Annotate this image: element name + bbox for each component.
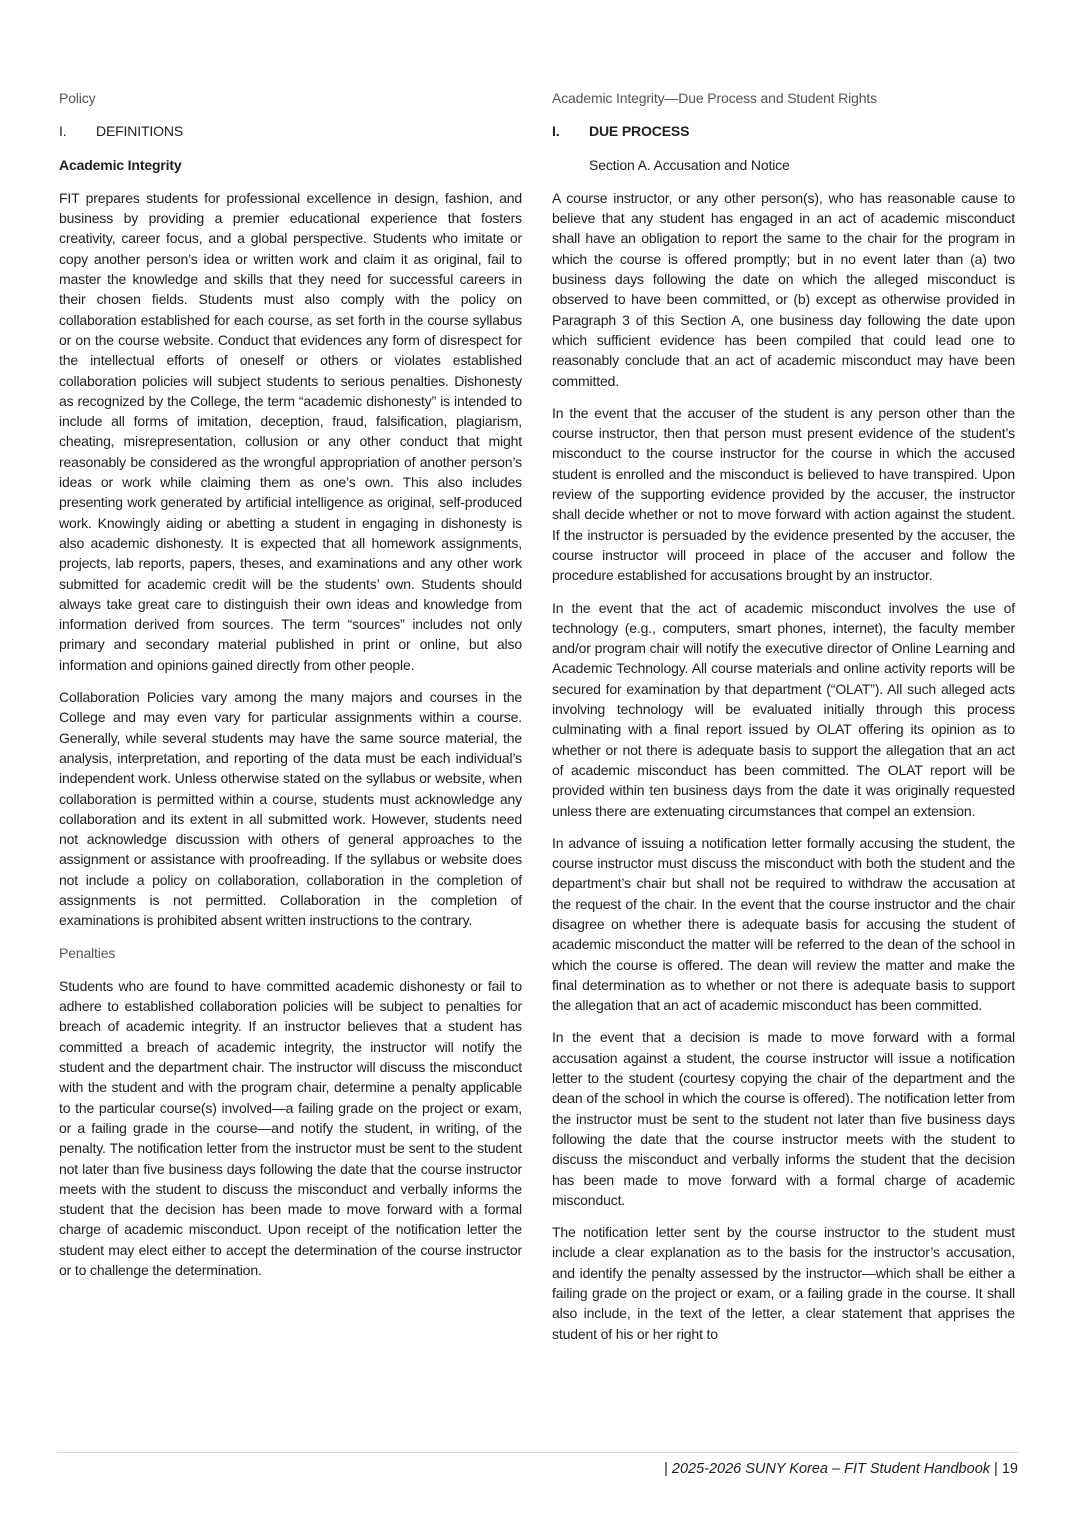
footer-separator-left: |	[664, 1461, 668, 1477]
technology-paragraph: In the event that the act of academic misconduct involves the use of technology (e.g., computers, smart phones, internet), the faculty member and/or program chair will notify the executive director of Online Learning and Academic Technology. All course materials and online activity reports will be secured for examination by that department (“OLAT”). All such alleged acts involving technology will be evaluated initially through this process culminating with a final report issued by OLAT offering its opinion as to whether or not there is adequate basis to support the allegation that an act of academic misconduct has been committed. The OLAT report will be provided within ten business days from the date it was originally requested unless there are extenuating circumstances that compel an extension.	[552, 599, 1015, 819]
definitions-heading	[59, 121, 522, 141]
due-process-number: I.	[552, 123, 560, 140]
formal-accusation-paragraph: In the event that a decision is made to move forward with a formal accusation against a student, the course instructor will issue a notification letter to the student (courtesy copying the chair of the department and the dean of the school in which the course is offered). The notification letter from the instructor must be sent to the student not later than five business days following the date that the course instructor meets with the student to discuss the misconduct and verbally informs the student that the decision has been made to move forward with a formal charge of academic misconduct.	[552, 1029, 1015, 1208]
handbook-title: 2025-2026 SUNY Korea – FIT Student Handbook	[671, 1461, 991, 1477]
page-number: 19	[1001, 1461, 1018, 1477]
academic-integrity-title: Academic Integrity	[59, 156, 182, 173]
definitions-title: DEFINITIONS	[96, 123, 184, 140]
footer-divider	[57, 1452, 1019, 1453]
accuser-paragraph: In the event that the accuser of the student is any person other than the course instructor, then that person must present evidence of the student’s misconduct to the course instructor for the course in which the accused student is enrolled and the misconduct is believed to have transpired. Upon review of the supporting evidence provided by the accuser, the instructor shall decide whether or not to move forward with action against the student. If the instructor is persuaded by the evidence presented by the accuser, the course instructor will proceed in place of the accuser and follow the procedure established for accusations brought by an instructor.	[552, 404, 1015, 584]
footer-separator-right: |	[994, 1461, 998, 1477]
policy-label: Policy	[59, 90, 96, 106]
page-footer	[664, 1461, 1018, 1477]
due-process-title: DUE PROCESS	[589, 123, 690, 140]
penalties-paragraph: Students who are found to have committed academic dishonesty or fail to adhere to established collaboration policies will be subject to penalties for breach of academic integrity. If an instructor believes that a student has committed a breach of academic integrity, the instructor will notify the student and the department chair. The instructor will discuss the misconduct with the student and with the program chair, determine a penalty applicable to the particular course(s) involved—a failing grade on the project or exam, or a failing grade in the course—and notify the student, in writing, of the penalty. The notification letter from the instructor must be sent to the student not later than five business days following the date that the course instructor meets with the student to discuss the misconduct and verbally informs the student that the decision has been made to move forward with a formal charge of academic misconduct. Upon receipt of the notification letter the student may elect either to accept the determination of the course instructor or to challenge the determination.	[59, 977, 522, 1279]
academic-integrity-paragraph: FIT prepares students for professional excellence in design, fashion, and business by providing a premier educational experience that fosters creativity, career focus, and a global perspective. Students who imitate or copy another person’s idea or written work and claim it as original, fail to master the knowledge and skills that they need for successful careers in their chosen fields. Students must also comply with the policy on collaboration established for each course, as set forth in the course syllabus or on the course website. Conduct that evidences any form of disrespect for the intellectual efforts of oneself or others or violates established collaboration policies will subject students to serious penalties. Dishonesty as recognized by the College, the term “academic dishonesty” is intended to include all forms of imitation, deception, fraud, falsification, plagiarism, cheating, misrepresentation, collusion or any other conduct that might reasonably be considered as the wrongful appropriation of another person’s ideas or work while claiming them as one’s own. This also includes presenting work generated by artificial intelligence as original, self-produced work. Knowingly aiding or abetting a student in engaging in dishonesty is also academic dishonesty. It is expected that all homework assignments, projects, lab reports, papers, theses, and examinations and any other work submitted for academic credit will be the students’ own. Students should always take great care to distinguish their own ideas and knowledge from information derived from sources. The term “sources” includes not only primary and secondary material published in print or online, but also information and opinions gained directly from other people.	[59, 189, 522, 673]
left-column	[59, 88, 522, 1292]
chair-discussion-paragraph: In advance of issuing a notification letter formally accusing the student, the course instructor must discuss the misconduct with both the student and the department’s chair but shall not be required to withdraw the accusation at the request of the chair. In the event that the course instructor and the chair disagree on whether there is adequate basis for accusing the student of academic misconduct the matter will be referred to the dean of the school in which the course is offered. The dean will review the matter and make the final determination as to whether or not there is adequate basis to support the allegation that an act of academic misconduct has been committed.	[552, 834, 1015, 1014]
right-column	[552, 88, 1015, 1356]
penalties-label: Penalties	[59, 944, 116, 961]
notification-letter-paragraph: The notification letter sent by the course instructor to the student must include a clear explanation as to the basis for the instructor’s accusation, and identify the penalty assessed by the instructor—which shall be either a failing grade on the project or exam, or a failing grade in the course. It shall also include, in the text of the letter, a clear statement that apprises the student of his or her right to	[552, 1224, 1015, 1342]
reporting-paragraph: A course instructor, or any other person(s), who has reasonable cause to believe that any student has engaged in an act of academic misconduct shall have an obligation to report the same to the chair for the program in which the course is offered promptly; but in no event later than (a) two business days following the date on which the alleged misconduct is observed to have been committed, or (b) except as otherwise provided in Paragraph 3 of this Section A, one business day following the date upon which sufficient evidence has been compiled that could lead one to reasonably conclude that an act of academic misconduct may have been committed.	[552, 189, 1015, 389]
collaboration-paragraph: Collaboration Policies vary among the many majors and courses in the College and may even vary for particular assignments within a course. Generally, while several students may have the same source material, the analysis, interpretation, and reporting of the data must be each individual’s independent work. Unless otherwise stated on the syllabus or website, when collaboration is permitted within a course, students must acknowledge any collaboration and its extent in all submitted work. However, students need not acknowledge discussion with others of general approaches to the assignment or assistance with proofreading. If the syllabus or website does not include a policy on collaboration, collaboration in the completion of assignments is not permitted. Collaboration in the completion of examinations is prohibited absent written instructions to the contrary.	[59, 689, 522, 929]
due-process-section-label: Academic Integrity—Due Process and Student Rights	[552, 90, 877, 106]
due-process-heading	[552, 121, 1015, 141]
definitions-number: I.	[59, 123, 67, 140]
section-a-heading: Section A. Accusation and Notice	[589, 156, 790, 173]
